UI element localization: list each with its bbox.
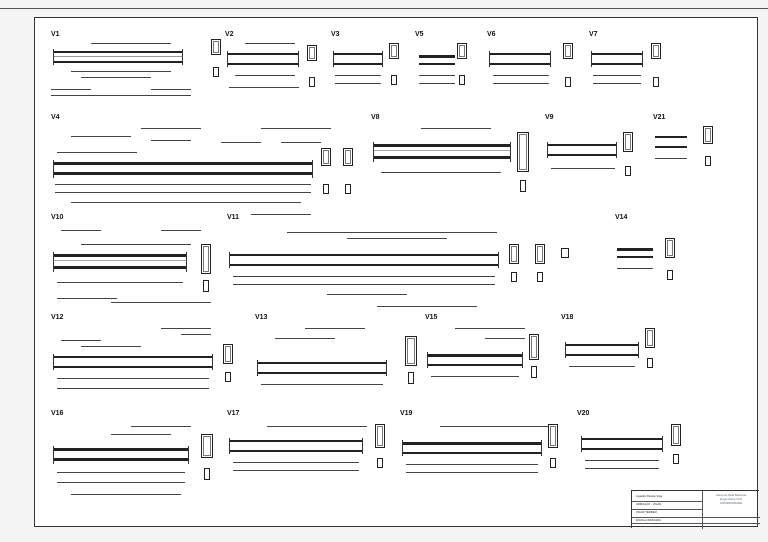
beam-title: V13 [255, 314, 268, 321]
beam-title: V1 [51, 31, 60, 38]
beam-v16 [51, 410, 221, 515]
beam-title: V6 [487, 31, 496, 38]
title-block-line3: VIGAS TÉRREO [636, 510, 657, 514]
beam-v14 [505, 214, 685, 314]
beam-title: V20 [577, 410, 590, 417]
beam-v12 [51, 314, 251, 406]
beam-title: V3 [331, 31, 340, 38]
title-block-logo: Campus Alias Barbosa Engenharia Civil UNIVERSIDADE [715, 493, 747, 505]
beam-v17 [227, 410, 407, 515]
beam-title: V2 [225, 31, 234, 38]
beam-v21 [653, 114, 753, 224]
beam-v6 [487, 31, 587, 109]
top-rule [0, 8, 768, 9]
beam-title: V9 [545, 114, 554, 121]
title-block [631, 490, 759, 528]
beam-title: V5 [415, 31, 424, 38]
title-block-line4: ESCALA INDICADA [636, 518, 662, 522]
beam-title: V18 [561, 314, 574, 321]
beam-v15 [425, 314, 565, 406]
beam-v1 [51, 31, 226, 109]
beam-title: V8 [371, 114, 380, 121]
beam-title: V19 [400, 410, 413, 417]
beam-title: V15 [425, 314, 438, 321]
title-block-project: Ligação Parede-Viga [636, 494, 663, 498]
beam-title: V7 [589, 31, 598, 38]
title-block-drawing: ARMAÇÃO - VIGAS [636, 502, 662, 506]
beam-v10 [51, 214, 226, 314]
beam-title: V10 [51, 214, 64, 221]
beam-v2 [225, 31, 335, 109]
beam-v18 [561, 314, 681, 406]
beam-v9 [545, 114, 655, 224]
beam-v4 [51, 114, 371, 224]
beam-title: V17 [227, 410, 240, 417]
beam-v19 [400, 410, 580, 515]
beam-v5 [415, 31, 490, 109]
beam-v3 [331, 31, 416, 109]
beam-v13 [255, 314, 438, 406]
beam-v7 [589, 31, 699, 109]
beam-title: V16 [51, 410, 64, 417]
beam-title: V12 [51, 314, 64, 321]
beam-title: V4 [51, 114, 60, 121]
drawing-sheet [34, 17, 758, 527]
beam-v11 [227, 214, 507, 314]
beam-title: V14 [615, 214, 628, 221]
section-a-a [211, 39, 221, 55]
beam-title: V11 [227, 214, 240, 221]
beam-title: V21 [653, 114, 666, 121]
beam-v8 [371, 114, 541, 224]
